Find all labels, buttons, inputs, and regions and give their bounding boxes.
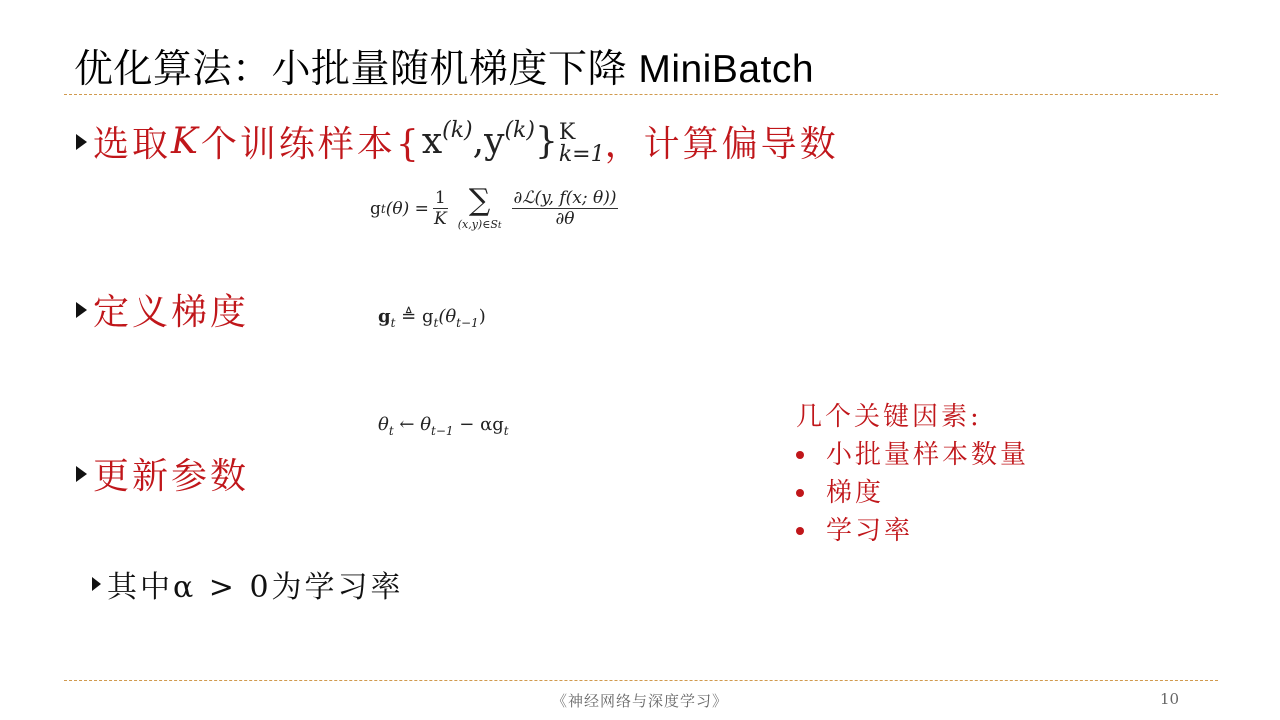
footer-book-title: 《神经网络与深度学习》 bbox=[551, 692, 728, 710]
f1-frac-den: K bbox=[433, 209, 447, 229]
factor-gradient: 梯度 bbox=[826, 478, 885, 508]
f3-theta: θ bbox=[378, 414, 389, 435]
bullet-define-gradient bbox=[76, 284, 249, 335]
bullet2-label: 定义梯度 bbox=[93, 292, 250, 333]
title-divider bbox=[64, 94, 1218, 95]
f3-a-sub: t bbox=[388, 424, 394, 438]
bullet3-label: 更新参数 bbox=[93, 456, 250, 497]
f1-frac-num: 1 bbox=[434, 188, 446, 208]
f1-lhs: g bbox=[370, 198, 381, 219]
f3-b-sub: t−1 bbox=[431, 424, 454, 438]
f3-rest: − αg bbox=[453, 414, 504, 435]
bullet1-mid: 个训练样本{ bbox=[200, 124, 422, 165]
key-factors-heading: 几个关键因素: bbox=[796, 402, 982, 432]
bullet1-suffix: ，计算偏导数 bbox=[604, 124, 839, 165]
bullet1-var-k: K bbox=[171, 121, 201, 162]
list-item bbox=[796, 512, 1029, 550]
f1-one-over-k bbox=[433, 188, 448, 229]
f2-g: g bbox=[378, 306, 391, 327]
bullet1-close: } bbox=[534, 120, 558, 162]
f1-derivative bbox=[512, 188, 619, 229]
bullet-dot-icon bbox=[796, 527, 804, 535]
bullet1-x: x bbox=[421, 120, 443, 162]
factor-batch-size: 小批量样本数量 bbox=[826, 440, 1030, 470]
f2-sub2: t bbox=[433, 316, 439, 330]
formula-parameter-update bbox=[378, 414, 509, 438]
f2-arg-sub: t−1 bbox=[456, 316, 479, 330]
formula-minibatch-gradient bbox=[370, 183, 622, 231]
f1-sum-limit-text: (x,y)∈S bbox=[457, 218, 498, 231]
f1-summation bbox=[457, 183, 502, 231]
list-item bbox=[796, 474, 1029, 512]
bullet-dot-icon bbox=[796, 451, 804, 459]
list-item bbox=[796, 436, 1029, 474]
f1-deriv-den: ∂θ bbox=[555, 209, 575, 229]
f3-c-sub: t bbox=[503, 424, 509, 438]
bullet1-y-sup: (k) bbox=[504, 117, 535, 143]
bullet-triangle-icon bbox=[76, 302, 87, 318]
bullet1-set bbox=[422, 118, 605, 166]
f1-sum-limit-sub: t bbox=[497, 221, 502, 231]
f1-sigma: ∑ bbox=[468, 183, 491, 218]
bullet4-label: 其中α > 0为学习率 bbox=[107, 570, 404, 605]
slide-title: 优化算法：小批量随机梯度下降 MiniBatch bbox=[74, 48, 815, 91]
bullet-triangle-icon bbox=[92, 577, 101, 591]
bullet1-set-sup: K bbox=[558, 119, 576, 145]
bullet1-comma: , bbox=[472, 120, 485, 162]
bullet1-x-sup: (k) bbox=[442, 117, 473, 143]
bullet-learning-rate-note bbox=[92, 562, 404, 606]
f3-arrow: ← θ bbox=[393, 414, 432, 435]
bullet1-prefix: 选取 bbox=[93, 124, 172, 165]
formula-gradient-definition bbox=[378, 306, 486, 330]
bullet-update-params bbox=[76, 448, 249, 499]
bullet-triangle-icon bbox=[76, 134, 87, 150]
f1-lhs-sub: t bbox=[380, 201, 386, 216]
bullet1-y: y bbox=[484, 120, 505, 162]
f2-rest: ≜ g bbox=[395, 306, 434, 327]
f1-lhs-arg: (θ) = bbox=[385, 198, 429, 219]
footer-divider bbox=[64, 680, 1218, 681]
f1-deriv-num: ∂ℒ(y, f(x; θ)) bbox=[513, 188, 617, 208]
bullet1-set-limits bbox=[558, 119, 605, 167]
bullet-select-samples bbox=[76, 116, 839, 167]
f2-sub: t bbox=[390, 316, 396, 330]
factor-learning-rate: 学习率 bbox=[826, 516, 914, 546]
bullet-triangle-icon bbox=[76, 466, 87, 482]
f2-arg: (θ bbox=[438, 306, 457, 327]
page-number: 10 bbox=[1160, 690, 1180, 708]
f2-close: ) bbox=[478, 306, 486, 327]
key-factors-box bbox=[796, 398, 1029, 550]
f1-sum-limit bbox=[458, 218, 502, 231]
bullet-dot-icon bbox=[796, 489, 804, 497]
bullet1-set-sub: k=1 bbox=[558, 141, 605, 167]
